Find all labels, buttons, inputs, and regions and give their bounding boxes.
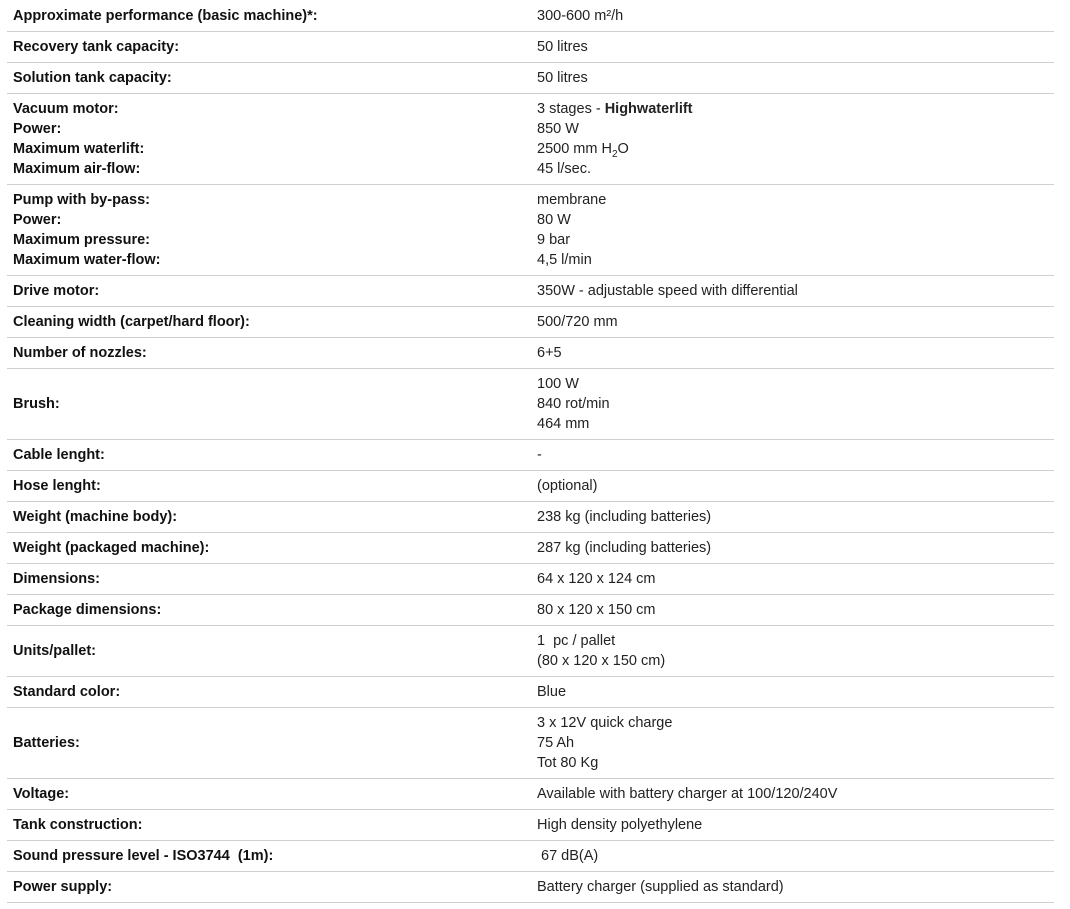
- spec-value: 238 kg (including batteries): [531, 502, 1054, 533]
- spec-value: 3 stages - Highwaterlift 850 W 2500 mm $H_2O$ 45 l/sec.: [531, 94, 1054, 185]
- spec-value: 1 pc / pallet (80 x 120 x 150 cm): [531, 626, 1054, 677]
- spec-value: 80 x 120 x 150 cm: [531, 595, 1054, 626]
- spec-row-power-supply: [7, 872, 1054, 903]
- spec-label: Voltage:: [7, 779, 531, 810]
- spec-row-brush: [7, 369, 1054, 440]
- spec-row-solution-tank: [7, 63, 1054, 94]
- highwaterlift-text: Highwaterlift: [604, 101, 693, 117]
- spec-value: (optional): [531, 471, 1054, 502]
- waterlift-value: 2500 mm $H_2O$: [537, 141, 629, 160]
- spec-row-drive-motor: [7, 276, 1054, 307]
- spec-value: Battery charger (supplied as standard): [531, 872, 1054, 903]
- spec-label: Number of nozzles:: [7, 338, 531, 369]
- spec-value: 300-600 m²/h: [531, 1, 1054, 32]
- spec-value: Blue: [531, 677, 1054, 708]
- spec-row-vacuum-motor: [7, 94, 1054, 185]
- spec-row-pump: [7, 185, 1054, 276]
- spec-table: [7, 1, 1054, 903]
- spec-row-units-pallet: [7, 626, 1054, 677]
- spec-row-performance: [7, 1, 1054, 32]
- spec-row-cable-length: [7, 440, 1054, 471]
- spec-value: 350W - adjustable speed with differential: [531, 276, 1054, 307]
- spec-value: 287 kg (including batteries): [531, 533, 1054, 564]
- spec-label: Vacuum motor: Power: Maximum waterlift: Maximum air-flow:: [7, 94, 531, 185]
- spec-label: Power supply:: [7, 872, 531, 903]
- spec-label: Batteries:: [7, 708, 531, 779]
- spec-row-standard-color: [7, 677, 1054, 708]
- spec-label: Recovery tank capacity:: [7, 32, 531, 63]
- spec-label: Hose lenght:: [7, 471, 531, 502]
- spec-row-recovery-tank: [7, 32, 1054, 63]
- spec-row-voltage: [7, 779, 1054, 810]
- spec-label: Drive motor:: [7, 276, 531, 307]
- spec-label: Brush:: [7, 369, 531, 440]
- spec-label: Standard color:: [7, 677, 531, 708]
- spec-value: 6+5: [531, 338, 1054, 369]
- spec-value: 67 dB(A): [531, 841, 1054, 872]
- spec-row-package-dimensions: [7, 595, 1054, 626]
- spec-row-sound-pressure: [7, 841, 1054, 872]
- spec-row-batteries: [7, 708, 1054, 779]
- spec-row-cleaning-width: [7, 307, 1054, 338]
- spec-label: Package dimensions:: [7, 595, 531, 626]
- spec-row-weight-body: [7, 502, 1054, 533]
- spec-label: Pump with by-pass: Power: Maximum pressure: Maximum water-flow:: [7, 185, 531, 276]
- spec-label: Dimensions:: [7, 564, 531, 595]
- spec-value: 50 litres: [531, 32, 1054, 63]
- spec-value: -: [531, 440, 1054, 471]
- spec-label: Tank construction:: [7, 810, 531, 841]
- spec-value: 100 W 840 rot/min 464 mm: [531, 369, 1054, 440]
- spec-label: Sound pressure level - ISO3744 (1m):: [7, 841, 531, 872]
- spec-value: 3 x 12V quick charge 75 Ah Tot 80 Kg: [531, 708, 1054, 779]
- spec-label: Cleaning width (carpet/hard floor):: [7, 307, 531, 338]
- spec-row-nozzles: [7, 338, 1054, 369]
- spec-label: Approximate performance (basic machine)*:: [7, 1, 531, 32]
- spec-value: membrane 80 W 9 bar 4,5 l/min: [531, 185, 1054, 276]
- spec-row-hose-length: [7, 471, 1054, 502]
- spec-label: Solution tank capacity:: [7, 63, 531, 94]
- spec-row-weight-packaged: [7, 533, 1054, 564]
- spec-value: 50 litres: [531, 63, 1054, 94]
- spec-label: Weight (packaged machine):: [7, 533, 531, 564]
- vacuum-stages: 3 stages - Highwaterlift: [537, 101, 693, 117]
- spec-label: Cable lenght:: [7, 440, 531, 471]
- spec-value: 64 x 120 x 124 cm: [531, 564, 1054, 595]
- spec-label: Weight (machine body):: [7, 502, 531, 533]
- spec-value: High density polyethylene: [531, 810, 1054, 841]
- spec-row-tank-construction: [7, 810, 1054, 841]
- spec-row-dimensions: [7, 564, 1054, 595]
- spec-label: Units/pallet:: [7, 626, 531, 677]
- spec-value: 500/720 mm: [531, 307, 1054, 338]
- spec-value: Available with battery charger at 100/120/240V: [531, 779, 1054, 810]
